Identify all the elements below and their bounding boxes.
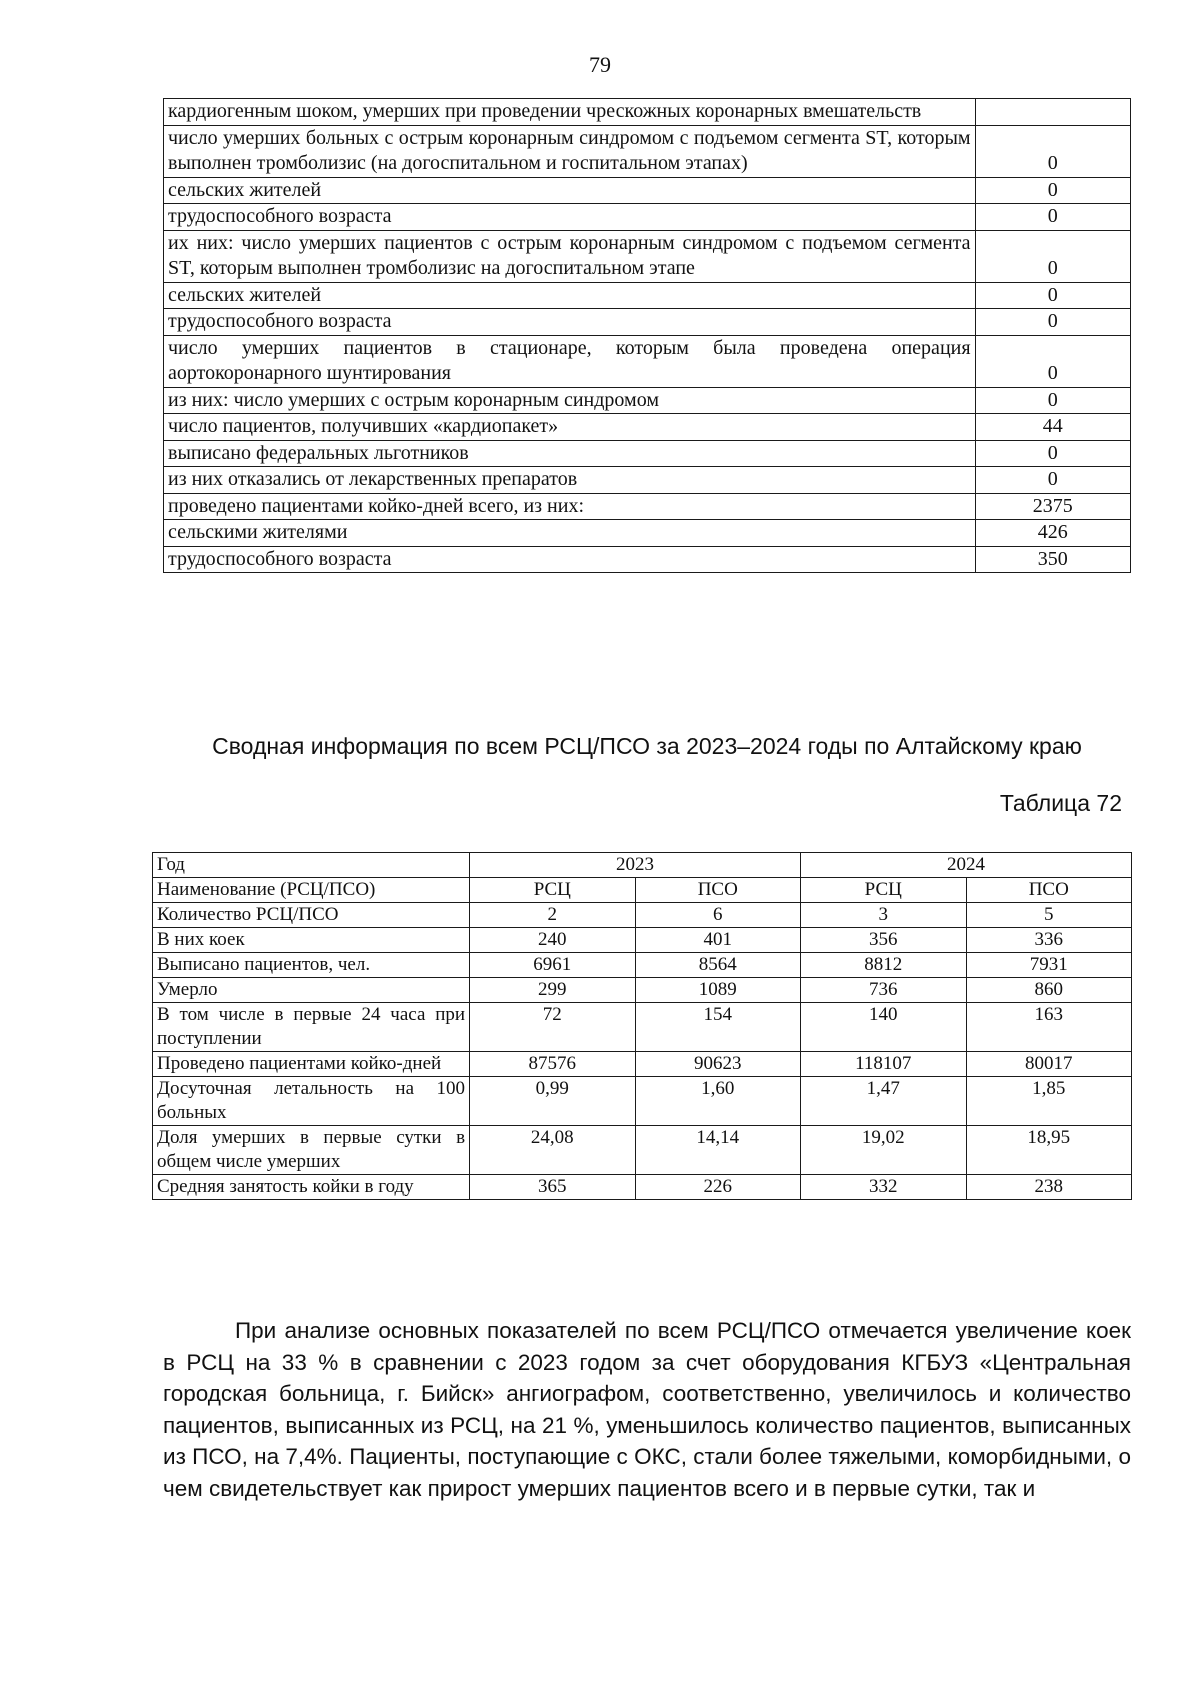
summary-label: Средняя занятость койки в году	[153, 1175, 470, 1200]
summary-value: 0,99	[470, 1077, 635, 1126]
page-number: 79	[589, 52, 611, 77]
summary-value: 3	[801, 903, 967, 928]
summary-value: 8564	[635, 953, 800, 978]
summary-value: 6	[635, 903, 800, 928]
stat-row	[164, 467, 1131, 494]
stat-row	[164, 520, 1131, 547]
summary-value: 240	[470, 928, 635, 953]
summary-row	[153, 903, 1132, 928]
summary-value: 140	[801, 1003, 967, 1052]
summary-label: Количество РСЦ/ПСО	[153, 903, 470, 928]
stat-label: трудоспособного возраста	[164, 309, 976, 336]
stat-value: 0	[975, 335, 1130, 387]
summary-label: В том числе в первые 24 часа при поступлении	[153, 1003, 470, 1052]
summary-value: 2	[470, 903, 635, 928]
summary-row	[153, 953, 1132, 978]
sub-header: РСЦ	[470, 878, 635, 903]
stat-label: сельскими жителями	[164, 520, 976, 547]
table-label: Таблица 72	[999, 790, 1122, 816]
sub-header: ПСО	[635, 878, 800, 903]
stat-label: число умерших больных с острым коронарным синдромом с подъемом сегмента ST, которым выполнен тромболизис (на догоспитальном и госпитальном этапах)	[164, 125, 976, 177]
stat-label: их них: число умерших пациентов с острым коронарным синдромом с подъемом сегмента ST, которым выполнен тромболизис на догоспитальном этапе	[164, 230, 976, 282]
summary-value: 860	[966, 978, 1132, 1003]
year-header: Год	[153, 853, 470, 878]
stat-label: проведено пациентами койко-дней всего, из них:	[164, 493, 976, 520]
stat-label: трудоспособного возраста	[164, 204, 976, 231]
stat-row	[164, 440, 1131, 467]
section-title: Сводная информация по всем РСЦ/ПСО за 2023–2024 годы по Алтайскому краю	[212, 733, 1082, 759]
summary-value: 1089	[635, 978, 800, 1003]
stat-value: 0	[975, 204, 1130, 231]
summary-value: 401	[635, 928, 800, 953]
stat-value: 426	[975, 520, 1130, 547]
summary-value: 8812	[801, 953, 967, 978]
summary-row	[153, 1052, 1132, 1077]
stat-row	[164, 309, 1131, 336]
year-2023-header: 2023	[470, 853, 801, 878]
stat-row	[164, 230, 1131, 282]
summary-value: 336	[966, 928, 1132, 953]
stat-value: 2375	[975, 493, 1130, 520]
stat-value: 0	[975, 309, 1130, 336]
stat-label: из них отказались от лекарственных препаратов	[164, 467, 976, 494]
summary-value: 80017	[966, 1052, 1132, 1077]
summary-value: 14,14	[635, 1126, 800, 1175]
stat-row	[164, 546, 1131, 573]
stat-value: 0	[975, 467, 1130, 494]
sub-header: ПСО	[966, 878, 1132, 903]
summary-value: 24,08	[470, 1126, 635, 1175]
summary-row	[153, 1003, 1132, 1052]
summary-value: 7931	[966, 953, 1132, 978]
summary-row	[153, 1077, 1132, 1126]
stat-label: число умерших пациентов в стационаре, которым была проведена операция аортокоронарного шунтирования	[164, 335, 976, 387]
stat-label: сельских жителей	[164, 177, 976, 204]
stat-row	[164, 493, 1131, 520]
stat-row	[164, 177, 1131, 204]
summary-label: Проведено пациентами койко-дней	[153, 1052, 470, 1077]
summary-row	[153, 928, 1132, 953]
summary-table-body	[153, 903, 1132, 1200]
stat-row	[164, 387, 1131, 414]
summary-value: 736	[801, 978, 967, 1003]
summary-label: В них коек	[153, 928, 470, 953]
summary-value: 6961	[470, 953, 635, 978]
stat-row	[164, 335, 1131, 387]
summary-label: Досуточная летальность на 100 больных	[153, 1077, 470, 1126]
stat-row	[164, 204, 1131, 231]
stat-value: 44	[975, 414, 1130, 441]
stat-row	[164, 282, 1131, 309]
summary-year-row	[153, 853, 1132, 878]
stat-row	[164, 414, 1131, 441]
stat-row	[164, 99, 1131, 126]
sub-header: РСЦ	[801, 878, 967, 903]
summary-value: 19,02	[801, 1126, 967, 1175]
summary-value: 72	[470, 1003, 635, 1052]
continued-statistics-table	[163, 98, 1131, 573]
summary-value: 238	[966, 1175, 1132, 1200]
stat-label: число пациентов, получивших «кардиопакет»	[164, 414, 976, 441]
stat-label: кардиогенным шоком, умерших при проведении чрескожных коронарных вмешательств	[164, 99, 976, 126]
summary-value: 356	[801, 928, 967, 953]
summary-value: 1,85	[966, 1077, 1132, 1126]
summary-value: 18,95	[966, 1126, 1132, 1175]
summary-value: 118107	[801, 1052, 967, 1077]
stat-value: 350	[975, 546, 1130, 573]
stat-value	[975, 99, 1130, 126]
stat-value: 0	[975, 125, 1130, 177]
summary-label: Доля умерших в первые сутки в общем числе умерших	[153, 1126, 470, 1175]
summary-name-row	[153, 878, 1132, 903]
summary-label: Умерло	[153, 978, 470, 1003]
summary-value: 154	[635, 1003, 800, 1052]
summary-row	[153, 1175, 1132, 1200]
summary-label: Выписано пациентов, чел.	[153, 953, 470, 978]
year-2024-header: 2024	[801, 853, 1132, 878]
summary-table	[152, 852, 1132, 1200]
summary-value: 332	[801, 1175, 967, 1200]
summary-value: 226	[635, 1175, 800, 1200]
summary-row	[153, 978, 1132, 1003]
summary-value: 365	[470, 1175, 635, 1200]
summary-value: 5	[966, 903, 1132, 928]
continued-statistics-body	[164, 99, 1131, 573]
summary-value: 163	[966, 1003, 1132, 1052]
summary-row	[153, 1126, 1132, 1175]
summary-value: 87576	[470, 1052, 635, 1077]
stat-label: сельских жителей	[164, 282, 976, 309]
stat-value: 0	[975, 282, 1130, 309]
stat-label: из них: число умерших с острым коронарным синдромом	[164, 387, 976, 414]
analysis-paragraph: При анализе основных показателей по всем РСЦ/ПСО отмечается увеличение коек в РСЦ на 33 % в сравнении с 2023 годом за счет оборудования КГБУЗ «Центральная городская больница, г. Бийск» ангиографом, соответственно, увеличилось и количество пациентов, выписанных из РСЦ, на 21 %, уменьшилось количество пациентов, выписанных из ПСО, на 7,4%. Пациенты, поступающие с ОКС, стали более тяжелыми, коморбидными, о чем свидетельствует как прирост умерших пациентов всего и в первые сутки, так и	[163, 1318, 1131, 1501]
summary-value: 299	[470, 978, 635, 1003]
summary-value: 90623	[635, 1052, 800, 1077]
stat-label: трудоспособного возраста	[164, 546, 976, 573]
stat-value: 0	[975, 440, 1130, 467]
name-header: Наименование (РСЦ/ПСО)	[153, 878, 470, 903]
stat-row	[164, 125, 1131, 177]
stat-value: 0	[975, 387, 1130, 414]
stat-value: 0	[975, 177, 1130, 204]
stat-value: 0	[975, 230, 1130, 282]
summary-value: 1,47	[801, 1077, 967, 1126]
stat-label: выписано федеральных льготников	[164, 440, 976, 467]
summary-value: 1,60	[635, 1077, 800, 1126]
